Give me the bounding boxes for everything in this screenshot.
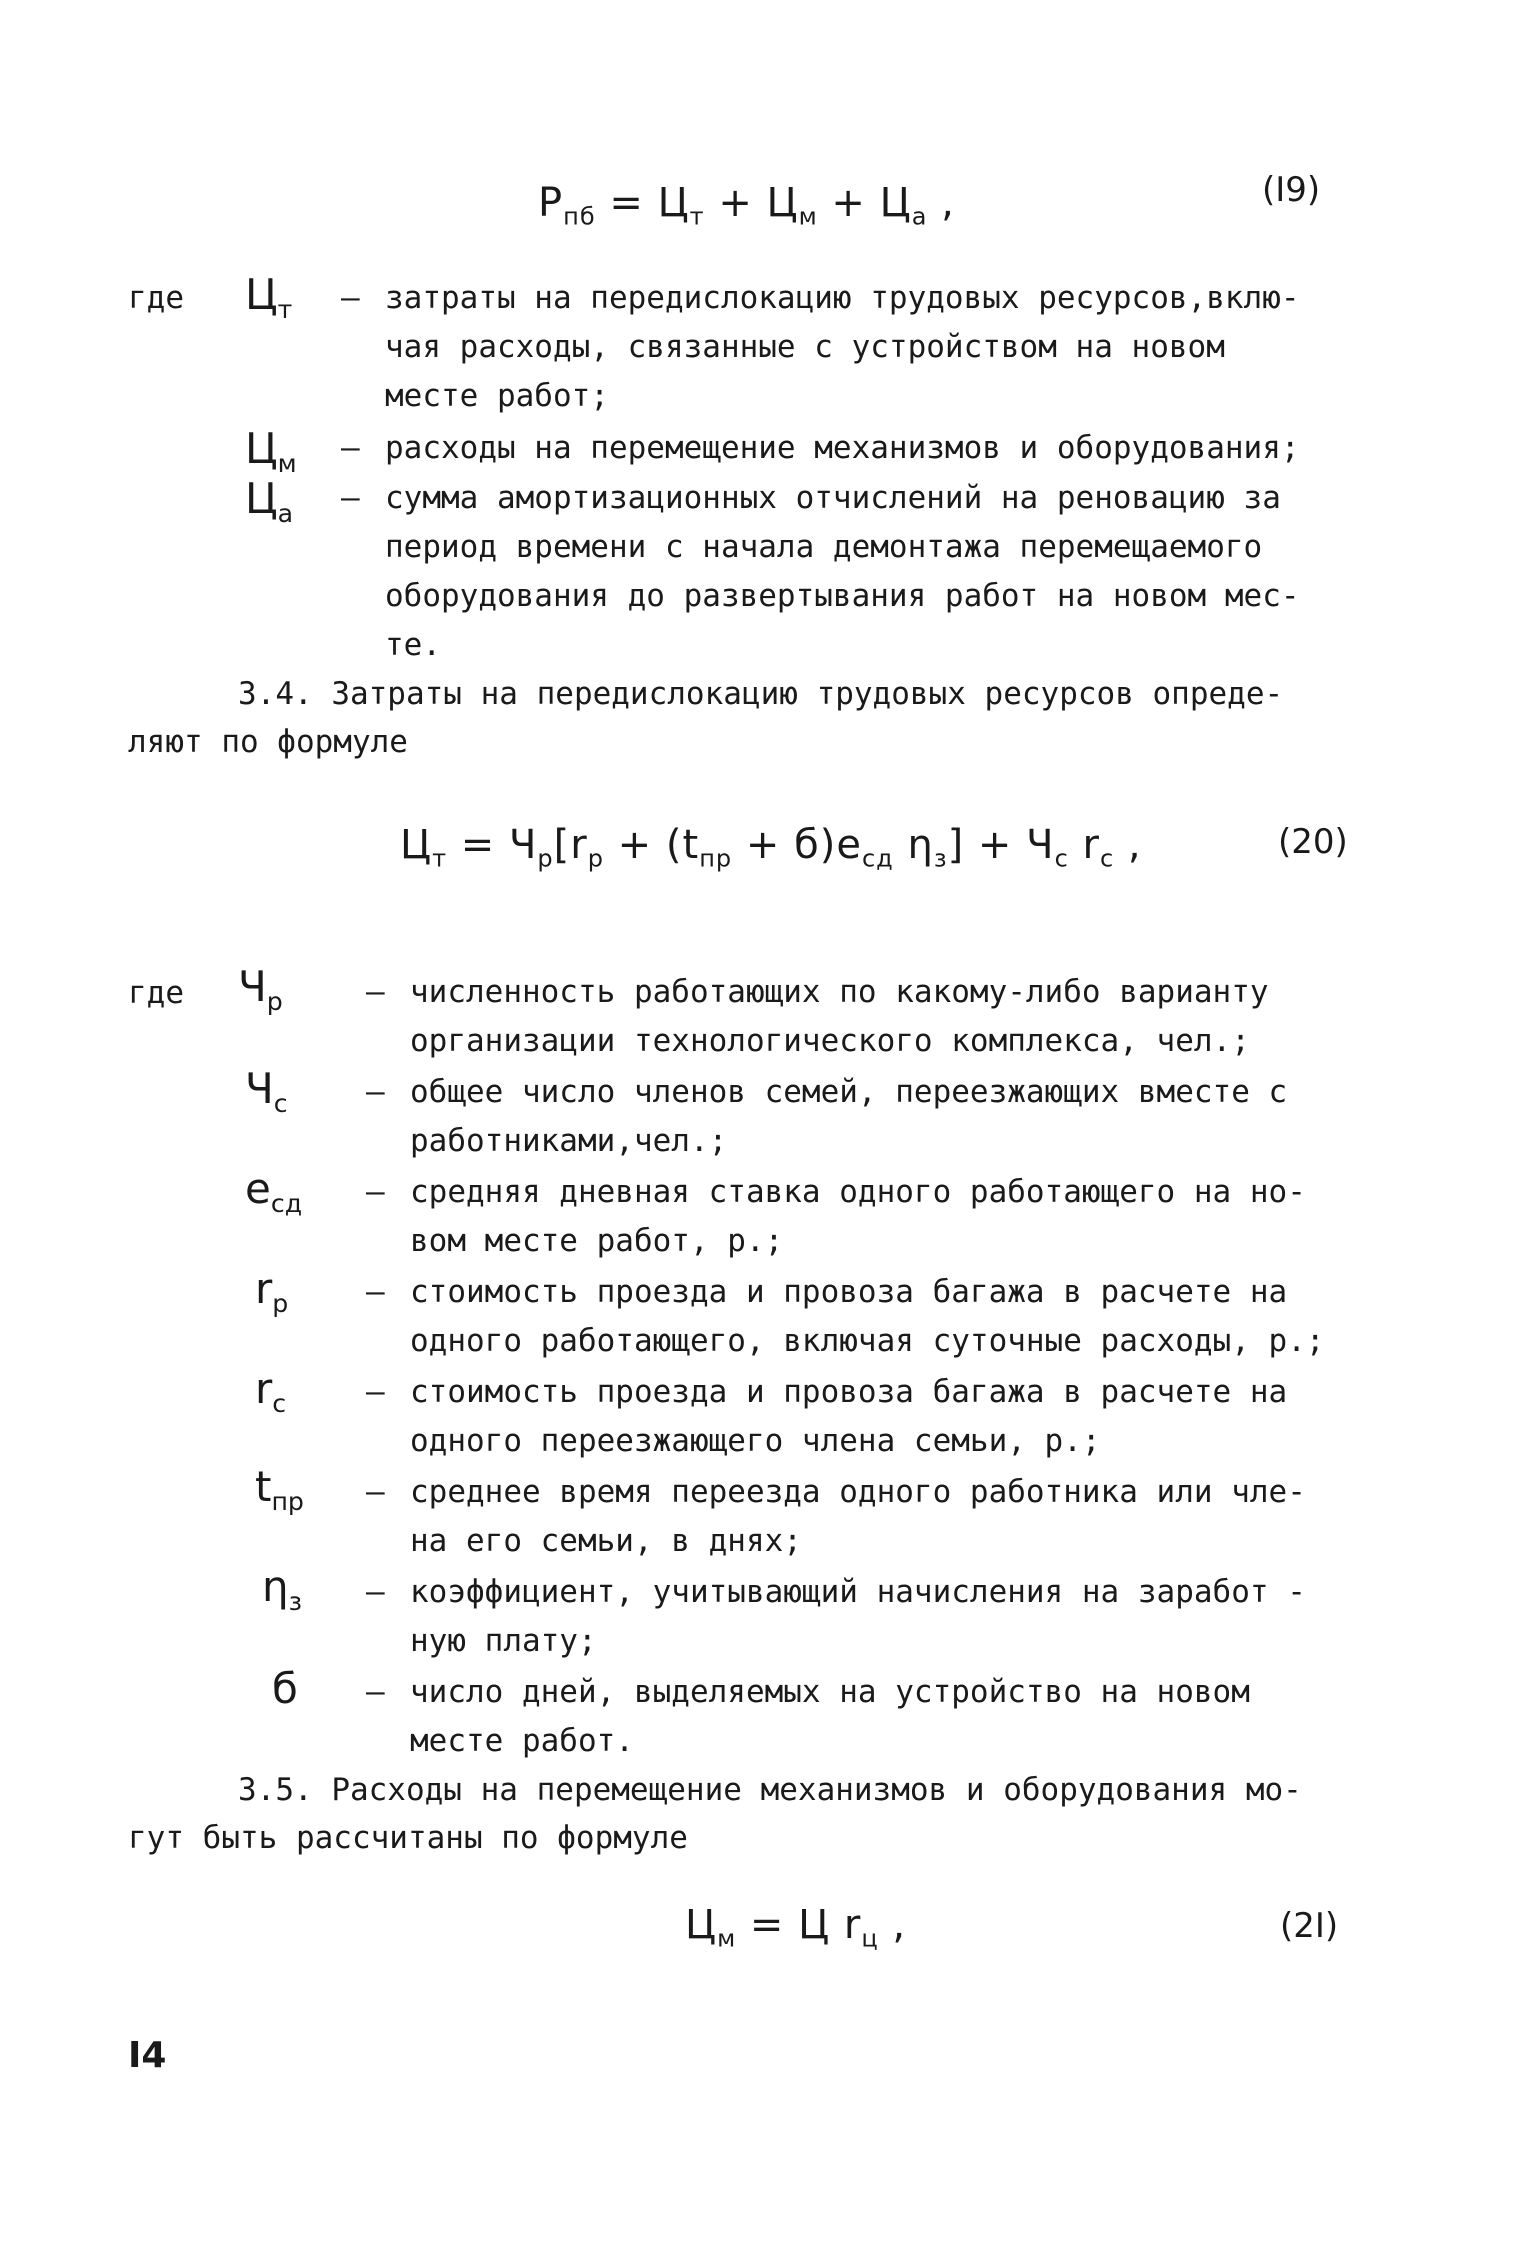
- formula-21: $Ц_м = Ц$ $r_ц$ ,: [685, 1902, 907, 1953]
- definition-c-t: – затраты на передислокацию трудовых ресурсов,вклю- чая расходы, связанные с устройством на новом месте работ;: [341, 280, 1300, 414]
- definition-r-r: – стоимость проезда и провоза багажа в расчете на одного работающего, включая суточные расходы, р.;: [366, 1274, 1325, 1359]
- definition-ch-s: – общее число членов семей, переезжающих вместе с работниками,чел.;: [366, 1074, 1288, 1159]
- where-label-2: где: [128, 975, 184, 1011]
- symbol-t-pr: $t_{пр}$: [255, 1462, 304, 1516]
- formula-20-number: (20): [1278, 822, 1348, 862]
- definition-r-s: – стоимость проезда и провоза багажа в расчете на одного переезжающего члена семьи, р.;: [366, 1374, 1288, 1459]
- symbol-e-sd: $e_{сд}$: [245, 1164, 303, 1218]
- symbol-r-s: $r_с$: [255, 1364, 287, 1418]
- symbol-eta-z: $\eta_з$: [262, 1562, 303, 1616]
- definition-e-sd: – средняя дневная ставка одного работающего на но- вом месте работ, р.;: [366, 1174, 1306, 1259]
- symbol-c-a: $Ц_а$: [245, 474, 294, 528]
- definition-ch-r: – численность работающих по какому-либо варианту организации технологического комплекса, чел.;: [366, 974, 1269, 1059]
- symbol-b: б: [272, 1664, 298, 1713]
- symbol-c-t: $Ц_т$: [245, 270, 293, 324]
- paragraph-3-5: 3.5. Расходы на перемещение механизмов и оборудования мо- гут быть рассчитаны по формуле: [128, 1772, 1302, 1856]
- page-number: I4: [128, 2035, 167, 2076]
- symbol-r-r: $r_р$: [255, 1264, 289, 1318]
- definition-c-m: – расходы на перемещение механизмов и оборудования;: [341, 430, 1300, 466]
- definition-eta-z: – коэффициент, учитывающий начисления на заработ - ную плату;: [366, 1574, 1306, 1659]
- symbol-c-m: $Ц_м$: [245, 424, 297, 478]
- symbol-ch-r: $Ч_р$: [238, 962, 283, 1016]
- formula-19-number: (I9): [1262, 170, 1321, 210]
- definition-b: – число дней, выделяемых на устройство на новом месте работ.: [366, 1674, 1250, 1759]
- paragraph-3-4: 3.4. Затраты на передислокацию трудовых ресурсов опреде- ляют по формуле: [128, 676, 1284, 760]
- definition-c-a: – сумма амортизационных отчислений на реновацию за период времени с начала демонтажа перемещаемого оборудования до развертывания работ на новом мес- те.: [341, 480, 1300, 663]
- formula-19: $Р_{пб} = Ц_т + Ц_м + Ц_а$ ,: [538, 180, 955, 231]
- where-label: где: [128, 280, 184, 316]
- symbol-ch-s: $Ч_с$: [245, 1064, 288, 1118]
- formula-20: $Ц_т = Ч_р[r_р + (t_{пр} + б)e_{сд}$ $\eta_з] + Ч_с$ $r_с$ ,: [400, 822, 1142, 873]
- formula-21-number: (2I): [1280, 1906, 1339, 1946]
- definition-t-pr: – среднее время переезда одного работника или чле- на его семьи, в днях;: [366, 1474, 1306, 1559]
